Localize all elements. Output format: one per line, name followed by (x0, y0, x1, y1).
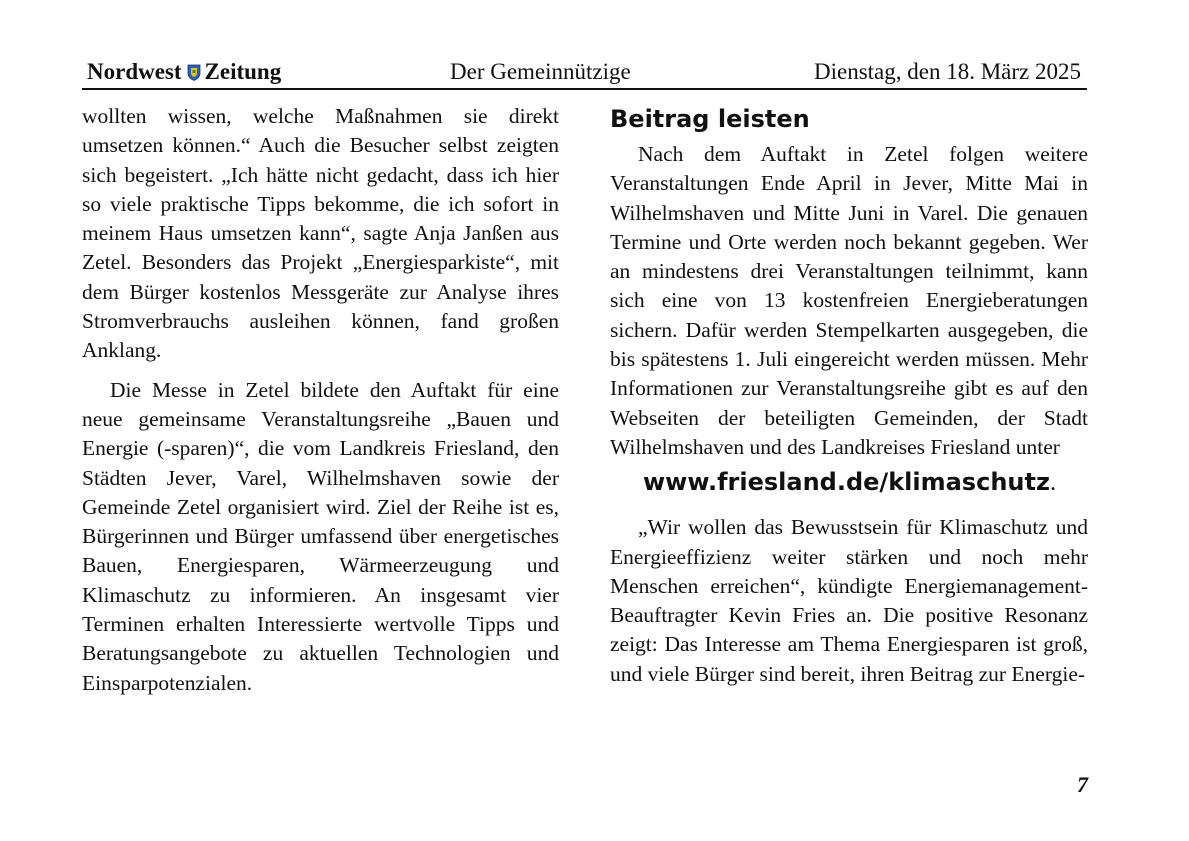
left-paragraph-1: wollten wissen, welche Maßnahmen sie direkt umsetzen können.“ Auch die Besucher selbst zeigten sich begeistert. „Ich hätte nicht gedacht, dass ich hier so viele praktische Tipps bekomme, die ich sofort in meinem Haus umsetzen kann“, sagte Anja Janßen aus Zetel. Besonders das Projekt „Energiesparkiste“, mit dem Bürger kostenlos Messgeräte zur Analyse ihres Stromverbrauchs ausleihen können, fand großen Anklang. (82, 104, 559, 363)
masthead-right: Zeitung (204, 59, 282, 84)
publication-title: Der Gemeinnützige (450, 59, 631, 84)
left-paragraph-2: Die Messe in Zetel bildete den Auftakt für eine neue gemeinsame Veranstaltungsreihe „Bauen und Energie (-sparen)“, die vom Landkreis Friesland, den Städten Jever, Varel, Wilhelmshaven sowie der Gemeinde Zetel organisiert wird. Ziel der Reihe ist es, Bürgerinnen und Bürger umfassend über energetisches Bauen, Energiesparen, Wärmeerzeugung und Klimaschutz zu informieren. An insgesamt vier Terminen erhalten Interessierte wertvolle Tipps und Beratungsangebote zu aktuellen Technologien und Einsparpotenzialen. (82, 377, 559, 695)
right-paragraph-1: Nach dem Auftakt in Zetel folgen weitere Veranstaltungen Ende April in Jever, Mitte Mai in Wilhelmshaven und Mitte Juni in Varel. Die genauen Termine und Orte werden noch bekannt gegeben. Wer an mindestens drei Veranstaltungen teilnimmt, kann sich eine von 13 kostenfreien Energieberatungen sichern. Dafür werden Stempelkarten ausgegeben, die bis spätestens 1. Juli eingereicht werden müssen. Mehr Informationen zur Veranstaltungsreihe gibt es auf den Webseiten der beteiligten Gemeinden, der Stadt Wilhelmshaven und des Landkreises Friesland unter (610, 142, 1088, 459)
page-header (82, 58, 1087, 90)
issue-date: Dienstag, den 18. März 2025 (814, 59, 1081, 84)
left-column (82, 102, 559, 698)
masthead (87, 58, 281, 86)
page-number: 7 (1077, 772, 1088, 797)
section-heading: Beitrag leisten (610, 105, 810, 133)
masthead-left: Nordwest (87, 59, 182, 84)
website-link[interactable]: www.friesland.de/klimaschutz (643, 468, 1050, 497)
right-column (610, 102, 1088, 689)
website-punctuation: . (1049, 470, 1056, 497)
right-paragraph-2: „Wir wollen das Bewusstsein für Klimaschutz und Energieeffizienz weiter stärken und noch mehr Menschen erreichen“, kündigte Energiemanagement-Beauftragter Kevin Fries an. Die positive Resonanz zeigt: Das Interesse am Thema Energiesparen ist groß, und viele Bürger sind bereit, ihren Beitrag zur Energie- (610, 515, 1088, 686)
coat-of-arms-icon (187, 64, 201, 81)
website-line (610, 464, 1088, 501)
